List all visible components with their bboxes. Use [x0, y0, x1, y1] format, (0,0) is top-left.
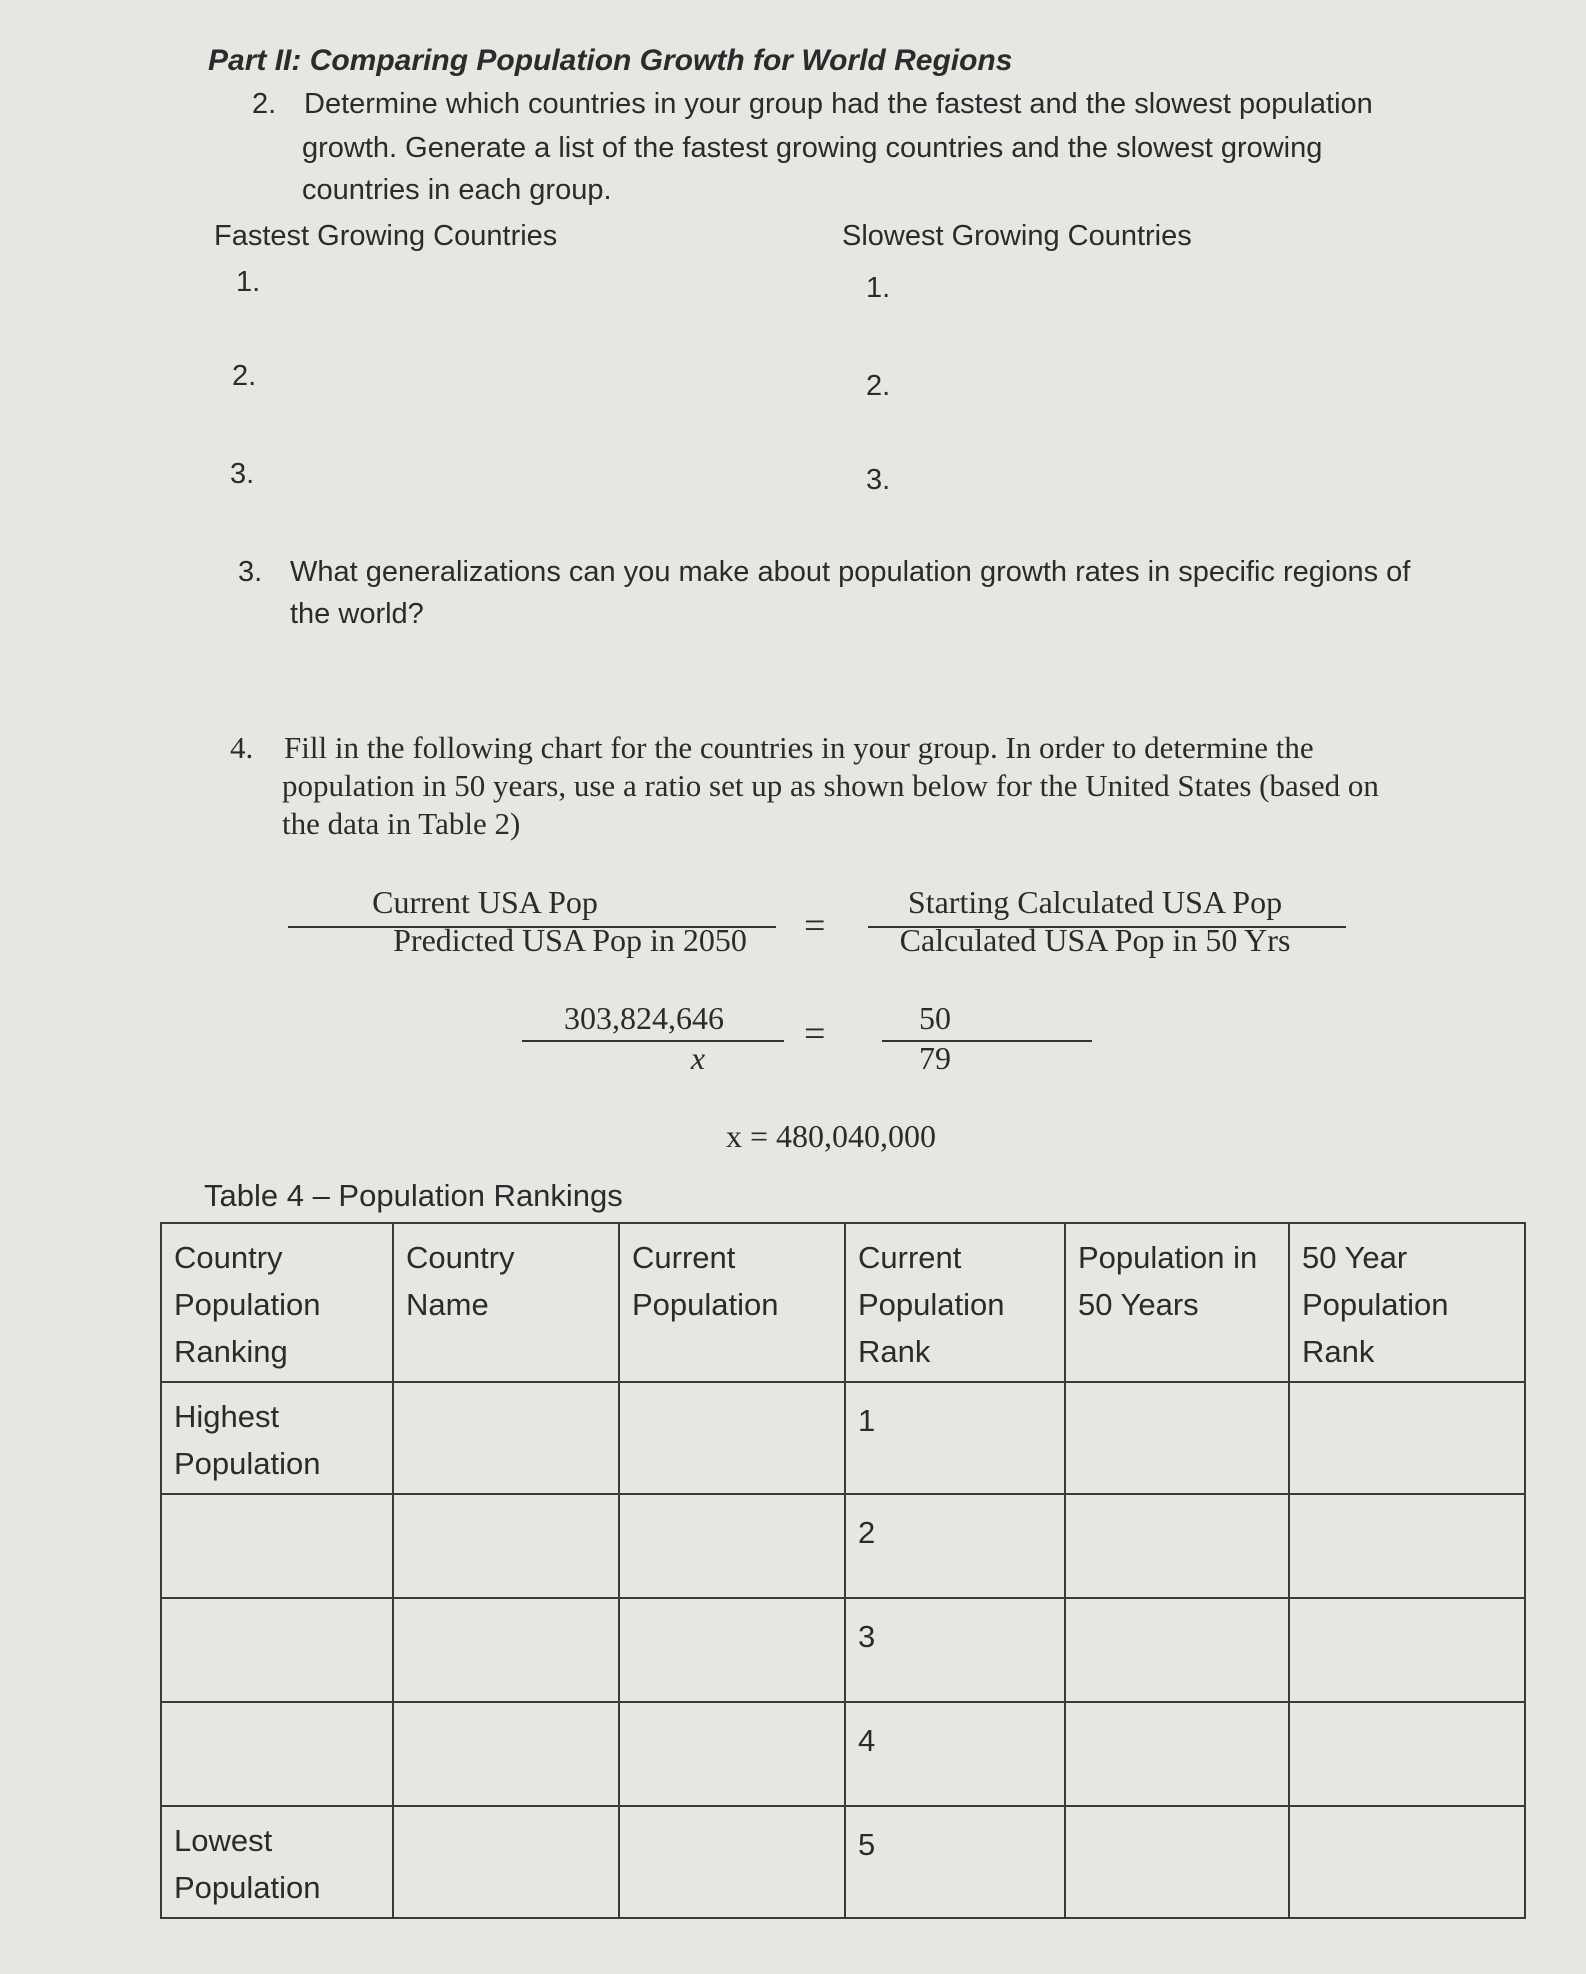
table-header-row	[161, 1223, 1525, 1382]
question-3-number: 3.	[238, 556, 263, 588]
part-title: Part II: Comparing Population Growth for World Regions	[208, 44, 1013, 77]
current-rank-cell: 2	[845, 1494, 1065, 1598]
header-country-population-ranking	[161, 1223, 393, 1382]
population-rankings-table	[160, 1222, 1526, 1919]
header-line: Population	[632, 1287, 779, 1322]
table-caption: Table 4 – Population Rankings	[204, 1178, 623, 1213]
country-name-cell[interactable]	[393, 1702, 619, 1806]
current-rank-cell: 5	[845, 1806, 1065, 1918]
question-3-line: the world?	[290, 598, 424, 630]
example-solution: x = 480,040,000	[726, 1118, 937, 1154]
header-line: Country	[174, 1240, 283, 1275]
question-2-line: growth. Generate a list of the fastest growing countries and the slowest growing	[302, 132, 1323, 164]
slowest-item-number: 1.	[866, 272, 891, 304]
example-left-numerator: 303,824,646	[564, 1000, 724, 1036]
ratio-left-numerator: Current USA Pop	[372, 884, 598, 920]
header-line: Country	[406, 1240, 515, 1275]
question-2-line: Determine which countries in your group had the fastest and the slowest population	[304, 88, 1373, 120]
population-in-50-years-cell[interactable]	[1065, 1382, 1289, 1494]
table-row	[161, 1702, 1525, 1806]
example-right-numerator: 50	[919, 1000, 951, 1036]
question-2-line: countries in each group.	[302, 174, 612, 206]
row-label-empty	[161, 1702, 393, 1806]
country-name-cell[interactable]	[393, 1598, 619, 1702]
country-name-cell[interactable]	[393, 1806, 619, 1918]
header-line: Ranking	[174, 1334, 288, 1369]
row-label-highest-population	[161, 1382, 393, 1494]
ratio-equals-sign: =	[804, 905, 826, 947]
ratio-right-numerator: Starting Calculated USA Pop	[907, 884, 1283, 920]
current-rank-cell: 3	[845, 1598, 1065, 1702]
fastest-item-number: 2.	[232, 360, 257, 392]
row-label-empty	[161, 1598, 393, 1702]
header-population-in-50-years	[1065, 1223, 1289, 1382]
header-line: Name	[406, 1287, 489, 1322]
example-right-denominator: 79	[919, 1040, 951, 1076]
row-label-line: Highest	[174, 1399, 280, 1434]
ratio-left-denominator: Predicted USA Pop in 2050	[393, 922, 747, 958]
current-rank-cell: 1	[845, 1382, 1065, 1494]
current-population-cell[interactable]	[619, 1382, 845, 1494]
header-50-year-population-rank	[1289, 1223, 1525, 1382]
population-in-50-years-cell[interactable]	[1065, 1598, 1289, 1702]
slowest-growing-heading: Slowest Growing Countries	[842, 220, 1192, 252]
row-label-line: Lowest	[174, 1823, 273, 1858]
row-label-line: Population	[174, 1446, 321, 1481]
ratio-right-denominator: Calculated USA Pop in 50 Yrs	[899, 922, 1291, 958]
population-in-50-years-cell[interactable]	[1065, 1806, 1289, 1918]
example-equals-sign: =	[804, 1013, 826, 1055]
country-name-cell[interactable]	[393, 1494, 619, 1598]
table-row	[161, 1494, 1525, 1598]
current-population-cell[interactable]	[619, 1494, 845, 1598]
header-line: 50 Year	[1302, 1240, 1408, 1275]
header-line: Current	[632, 1240, 736, 1275]
question-4-line: population in 50 years, use a ratio set up as shown below for the United States (based on	[282, 768, 1379, 803]
50-year-rank-cell[interactable]	[1289, 1702, 1525, 1806]
question-4-number: 4.	[230, 730, 254, 765]
header-current-population	[619, 1223, 845, 1382]
header-line: Rank	[858, 1334, 931, 1369]
current-population-cell[interactable]	[619, 1702, 845, 1806]
fastest-item-number: 3.	[230, 458, 255, 490]
row-label-line: Population	[174, 1870, 321, 1905]
50-year-rank-cell[interactable]	[1289, 1806, 1525, 1918]
question-4-line: Fill in the following chart for the countries in your group. In order to determine the	[284, 730, 1314, 765]
header-country-name	[393, 1223, 619, 1382]
table-row	[161, 1382, 1525, 1494]
header-line: Current	[858, 1240, 962, 1275]
header-line: Population	[174, 1287, 321, 1322]
table-row	[161, 1806, 1525, 1918]
question-2-number: 2.	[252, 88, 277, 120]
current-population-cell[interactable]	[619, 1806, 845, 1918]
header-line: Population	[858, 1287, 1005, 1322]
50-year-rank-cell[interactable]	[1289, 1598, 1525, 1702]
header-line: Population	[1302, 1287, 1449, 1322]
row-label-empty	[161, 1494, 393, 1598]
header-current-population-rank	[845, 1223, 1065, 1382]
50-year-rank-cell[interactable]	[1289, 1494, 1525, 1598]
example-left-denominator: x	[690, 1040, 706, 1076]
country-name-cell[interactable]	[393, 1382, 619, 1494]
header-line: Population in	[1078, 1240, 1258, 1275]
population-in-50-years-cell[interactable]	[1065, 1494, 1289, 1598]
slowest-item-number: 3.	[866, 464, 891, 496]
fastest-growing-heading: Fastest Growing Countries	[214, 220, 558, 252]
50-year-rank-cell[interactable]	[1289, 1382, 1525, 1494]
current-rank-cell: 4	[845, 1702, 1065, 1806]
row-label-lowest-population	[161, 1806, 393, 1918]
current-population-cell[interactable]	[619, 1598, 845, 1702]
population-in-50-years-cell[interactable]	[1065, 1702, 1289, 1806]
slowest-item-number: 2.	[866, 370, 891, 402]
header-line: Rank	[1302, 1334, 1375, 1369]
fastest-item-number: 1.	[236, 266, 261, 298]
question-4-line: the data in Table 2)	[282, 806, 521, 841]
table-row	[161, 1598, 1525, 1702]
header-line: 50 Years	[1078, 1287, 1199, 1322]
question-3-line: What generalizations can you make about population growth rates in specific regions of	[290, 556, 1411, 588]
